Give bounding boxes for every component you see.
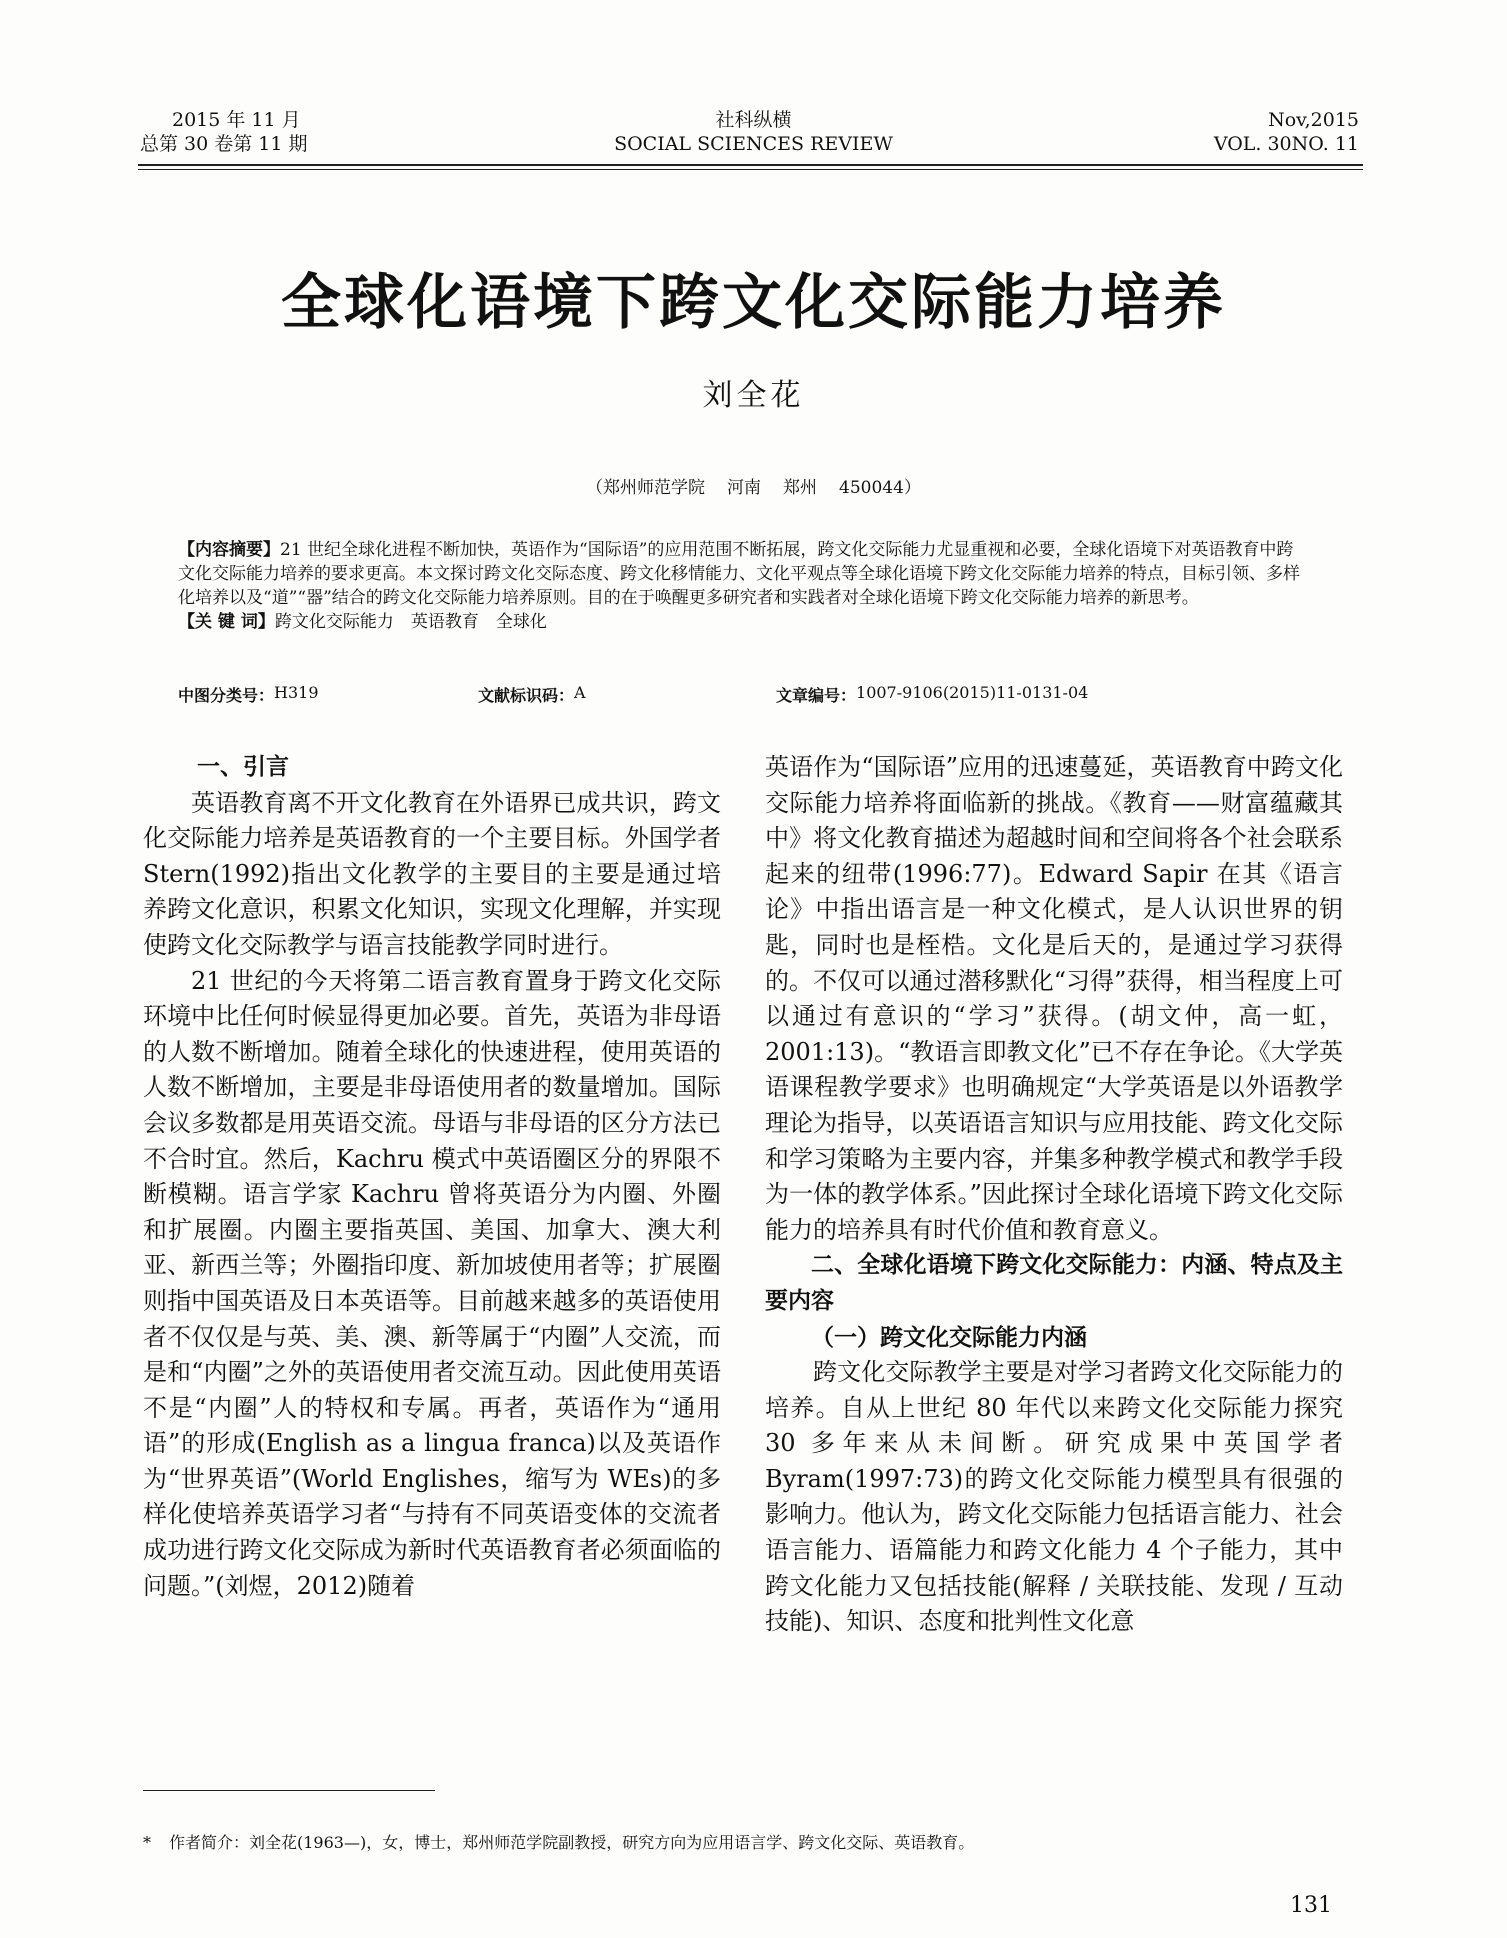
abstract-paragraph: [178, 538, 1303, 610]
keywords-text: 跨文化交际能力 英语教育 全球化: [274, 612, 547, 632]
page-number: 131: [1290, 1893, 1332, 1918]
affiliation-postcode: 450044）: [839, 478, 921, 498]
issue-date-en: Nov,2015: [1268, 109, 1359, 131]
issue-date: 2015 年 11 月: [172, 109, 301, 131]
body-paragraph: 英语教育离不开文化教育在外语界已成共识，跨文化交际能力培养是英语教育的一个主要目标。外国学者 Stern(1992)指出文化教学的主要目的主要是通过培养跨文化意识，积累文化知识，实现文化理解，并实现使跨文化交际教学与语言技能教学同时进行。: [143, 788, 721, 959]
author-name: 刘全花: [702, 378, 805, 413]
clc-code: [178, 683, 319, 706]
body-column-left: [143, 750, 721, 1604]
journal-name-en: SOCIAL SCIENCES REVIEW: [614, 133, 893, 155]
affiliation-institution: （郑州师范学院: [586, 478, 706, 498]
abstract-text: 21 世纪全球化进程不断加快，英语作为“国际语”的应用范围不断拓展，跨文化交际能力尤显重视和必要，全球化语境下对英语教育中跨文化交际能力培养的要求更高。本文探讨跨文化交际态度、跨文化移情能力、文化平观点等全球化语境下跨文化交际能力培养的特点，目标引领、多样化培养以及“道”“器”结合的跨文化交际能力培养原则。目的在于唤醒更多研究者和实践者对全球化语境下跨文化交际能力培养的新思考。: [178, 540, 1300, 608]
issue-volume-en: VOL. 30NO. 11: [1213, 133, 1359, 155]
header-rule-thin: [138, 169, 1363, 170]
author-affiliation: [0, 473, 1507, 498]
abstract-label: 【内容摘要】: [178, 540, 280, 560]
author-footnote: [143, 1830, 974, 1853]
journal-date-issue-en: [1214, 108, 1359, 156]
doc-code-label: 文献标识码：: [478, 686, 575, 705]
doc-code: [478, 683, 586, 706]
article-title: 全球化语境下跨文化交际能力培养: [281, 268, 1226, 338]
keywords: [178, 610, 1303, 634]
subsection-heading: （一）跨文化交际能力内涵: [811, 1323, 1087, 1351]
body-paragraph: 英语作为“国际语”应用的迅速蔓延，英语教育中跨文化交际能力培养将面临新的挑战。《教育——财富蕴藏其中》将文化教育描述为超越时间和空间将各个社会联系起来的纽带(1996:77)。Edward Sapir 在其《语言论》中指出语言是一种文化模式，是人认识世界的钥匙，同时也是桎梏。文化是后天的，是通过学习获得的。不仅可以通过潜移默化“习得”获得，相当程度上可以通过有意识的“学习”获得。(胡文仲，高一虹，2001:13)。“教语言即教文化”已不存在争论。《大学英语课程教学要求》也明确规定“大学英语是以外语教学理论为指导，以英语语言知识与应用技能、跨文化交际和学习策略为主要内容，并集多种教学模式和教学手段为一体的教学体系。”因此探讨全球化语境下跨文化交际能力的培养具有时代价值和教育意义。: [765, 753, 1343, 1244]
body-paragraph: 跨文化交际教学主要是对学习者跨文化交际能力的培养。自从上世纪 80 年代以来跨文化交际能力探究 30 多年来从未间断。研究成果中英国学者 Byram(1997:73)的跨文化交际能力模型具有很强的影响力。他认为，跨文化交际能力包括语言能力、社会语言能力、语篇能力和跨文化能力 4 个子能力，其中跨文化能力又包括技能(解释 / 关联技能、发现 / 互动技能)、知识、态度和批判性文化意: [765, 1358, 1343, 1636]
keywords-label: 【关 键 词】: [178, 612, 275, 632]
header-rule: [138, 164, 1363, 166]
body-column-right: [765, 750, 1343, 1640]
abstract: [178, 538, 1303, 634]
footnote-rule: [143, 1790, 435, 1791]
article-number-value: 1007-9106(2015)11-0131-04: [856, 683, 1089, 702]
journal-name-cn: 社科纵横: [715, 109, 792, 131]
article-number: [776, 683, 1089, 706]
body-paragraph: 21 世纪的今天将第二语言教育置身于跨文化交际环境中比任何时候显得更加必要。首先，英语为非母语的人数不断增加。随着全球化的快速进程，使用英语的人数不断增加，主要是非母语使用者的数量增加。国际会议多数都是用英语交流。母语与非母语的区分方法已不合时宜。然后，Kachru 模式中英语圈区分的界限不断模糊。语言学家 Kachru 曾将英语分为内圈、外圈和扩展圈。内圈主要指英国、美国、加拿大、澳大利亚、新西兰等；外圈指印度、新加坡使用者等；扩展圈则指中国英语及日本英语等。目前越来越多的英语使用者不仅仅是与英、美、澳、新等属于“内圈”人交流，而是和“内圈”之外的英语使用者交流互动。因此使用英语不是“内圈”人的特权和专属。再者，英语作为“通用语”的形成(English as a lingua franca)以及英语作为“世界英语”(World Englishes，缩写为 WEs)的多样化使培养英语学习者“与持有不同英语变体的交流者成功进行跨文化交际成为新时代英语教育者必须面临的问题。”(刘煜，2012)随着: [143, 966, 721, 1600]
clc-label: 中图分类号：: [178, 686, 275, 705]
section-heading-two: 二、全球化语境下跨文化交际能力：内涵、特点及主要内容: [765, 1252, 1343, 1314]
footnote-mark: *: [143, 1833, 151, 1852]
affiliation-province: 河南: [727, 478, 762, 498]
issue-volume: 总第 30 卷第 11 期: [140, 133, 308, 155]
affiliation-city: 郑州: [783, 478, 818, 498]
section-heading-intro: 一、引言: [197, 754, 289, 780]
clc-value: H319: [274, 683, 319, 702]
footnote-text: 作者简介：刘全花(1963—)，女，博士，郑州师范学院副教授，研究方向为应用语言学、跨文化交际、英语教育。: [169, 1833, 975, 1852]
doc-code-value: A: [574, 683, 586, 702]
article-number-label: 文章编号：: [776, 686, 857, 705]
